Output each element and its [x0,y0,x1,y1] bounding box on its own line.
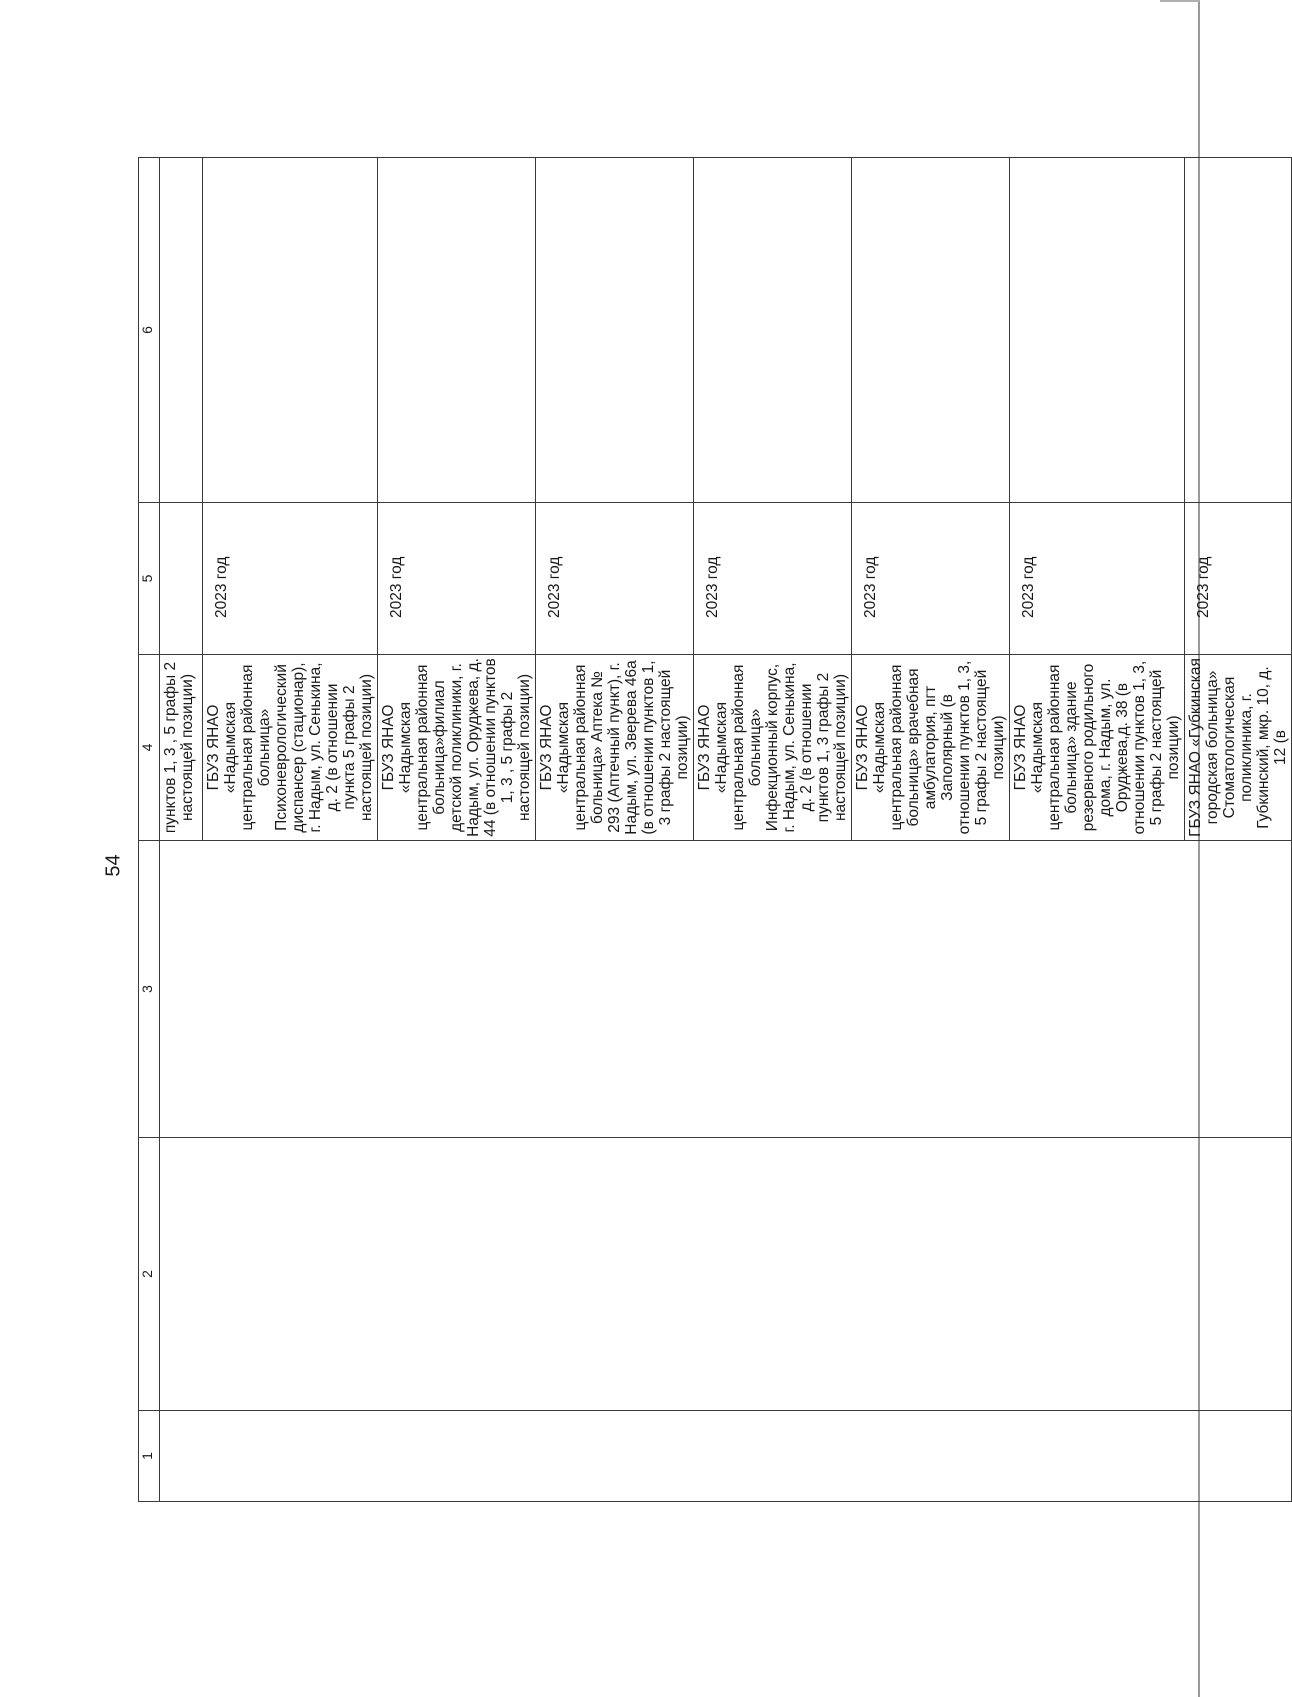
page-number: 54 [102,854,125,877]
column-number: 3 [139,841,160,1138]
column-number: 4 [139,655,160,841]
year-cell: 2023 год [1185,503,1292,655]
column-number: 2 [139,1138,160,1411]
cell-col6 [852,158,1010,503]
object-cell: ГБУЗ ЯНАО «Надымская центральная районная больница» Аптека № 293 (Аптечный пункт), г. Надым, ул. Зверева 46а (в отношении пунктов 1, 3 графы 2 настоящей позиции) [536,655,694,841]
page-edge-top [1160,0,1200,2]
year-cell: 2023 год [1010,503,1185,655]
object-cell: ГБУЗ ЯНАО «Надымская центральная районная больница» Инфекционный корпус, г. Надым, ул. Сенькина, д. 2 (в отношении пунктов 1, 3 графы 2 настоящей позиции) [694,655,852,841]
column-number: 5 [139,503,160,655]
positions-table [138,157,1292,1502]
cell-col6 [1185,158,1292,503]
object-cell: ГБУЗ ЯНАО «Надымская центральная районная больница» Психоневрологический диспансер (стационар), г. Надым, ул. Сенькина, д. 2 (в отношении пункта 5 графы 2 настоящей позиции) [203,655,378,841]
cell-col1 [160,1411,1292,1502]
year-cell: 2023 год [694,503,852,655]
year-cell: 2023 год [378,503,536,655]
year-cell: 2023 год [536,503,694,655]
year-cell: 2023 год [203,503,378,655]
cell-col6 [160,158,203,503]
cell-col6 [536,158,694,503]
continuation-cell: пунктов 1, 3 , 5 графы 2 настоящей позиции) [160,655,203,841]
column-number: 6 [139,158,160,503]
cell-col5 [160,503,203,655]
cell-col6 [694,158,852,503]
object-cell: ГБУЗ ЯНАО «Надымская центральная районная больница» врачебная амбулатория, пгт Заполярный (в отношении пунктов 1, 3, 5 графы 2 настоящей позиции) [852,655,1010,841]
column-number-row [139,158,160,1502]
cell-col3 [160,841,1292,1138]
cell-col6 [378,158,536,503]
column-number: 1 [139,1411,160,1502]
object-cell: ГБУЗ ЯНАО «Надымская центральная районная больница» здание резервного родильного дома, г. Надым, ул. Оруджева,д. 38 (в отношении пунктов 1, 3, 5 графы 2 настоящей позиции) [1010,655,1185,841]
object-cell: ГБУЗ ЯНАО «Губкинская городская больница» Стоматологическая поликлиника, г. Губкинский, мкр. 10, д. 12 (в [1185,655,1292,841]
cell-col2 [160,1138,1292,1411]
object-cell: ГБУЗ ЯНАО «Надымская центральная районная больница»филиал детской поликлиники, г. Надым, ул. Оруджева, д. 44 (в отношении пунктов 1, 3 , 5 графы 2 настоящей позиции) [378,655,536,841]
rotated-table-container [138,158,1289,1502]
cell-col6 [203,158,378,503]
table-row [160,158,203,1502]
cell-col6 [1010,158,1185,503]
year-cell: 2023 год [852,503,1010,655]
